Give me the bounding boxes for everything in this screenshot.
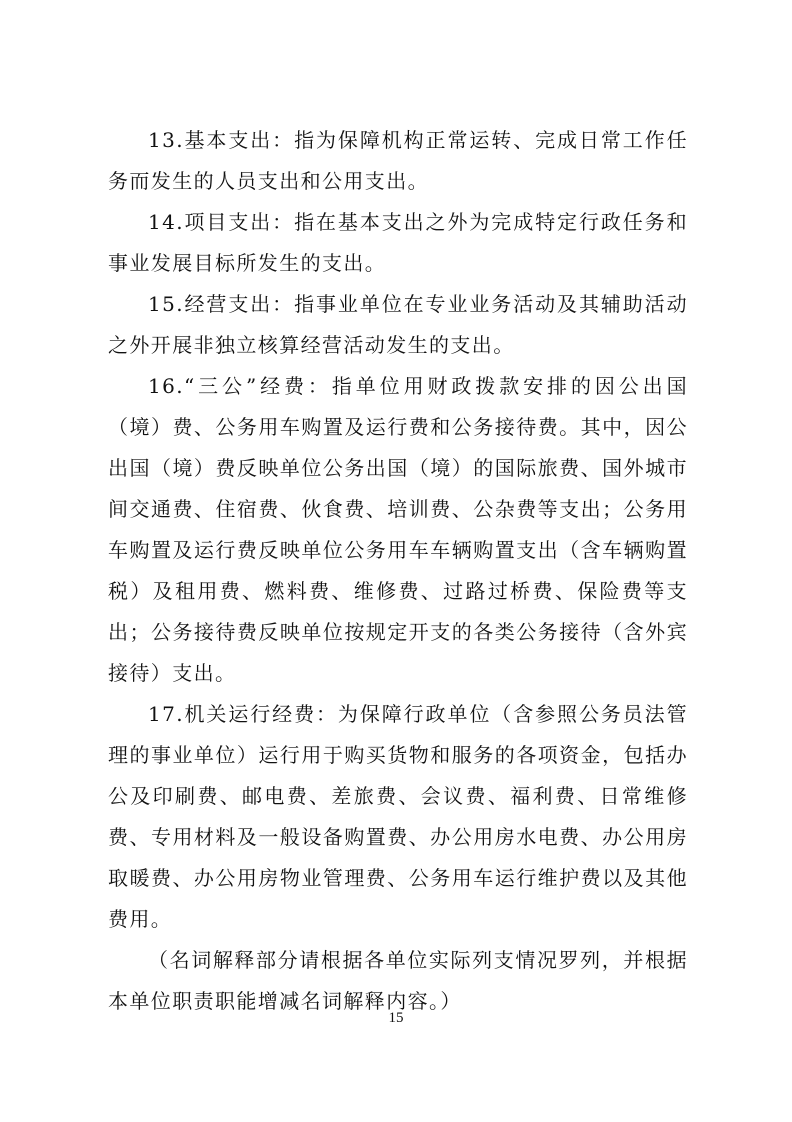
paragraph-note: （名词解释部分请根据各单位实际列支情况罗列，并根据本单位职责职能增减名词解释内容。） — [108, 948, 688, 1013]
page-number: 15 — [388, 1010, 404, 1026]
document-body — [108, 120, 688, 1022]
paragraph-project-expenditure: 14.项目支出：指在基本支出之外为完成特定行政任务和事业发展目标所发生的支出。 — [108, 210, 688, 275]
paragraph-operating-expenditure: 15.经营支出：指事业单位在专业业务活动及其辅助活动之外开展非独立核算经营活动发生的支出。 — [108, 292, 688, 357]
paragraph-three-public-expenses: 16.“三公”经费：指单位用财政拨款安排的因公出国（境）费、公务用车购置及运行费和公务接待费。其中，因公出国（境）费反映单位公务出国（境）的国际旅费、国外城市间交通费、住宿费、伙食费、培训费、公杂费等支出；公务用车购置及运行费反映单位公务用车车辆购置支出（含车辆购置税）及租用费、燃料费、维修费、过路过桥费、保险费等支出；公务接待费反映单位按规定开支的各类公务接待（含外宾接待）支出。 — [108, 374, 688, 685]
paragraph-basic-expenditure: 13.基本支出：指为保障机构正常运转、完成日常工作任务而发生的人员支出和公用支出。 — [108, 128, 688, 193]
paragraph-agency-operating-funds: 17.机关运行经费：为保障行政单位（含参照公务员法管理的事业单位）运行用于购买货物和服务的各项资金，包括办公及印刷费、邮电费、差旅费、会议费、福利费、日常维修费、专用材料及一般设备购置费、办公用房水电费、办公用房取暖费、办公用房物业管理费、公务用车运行维护费以及其他费用。 — [108, 702, 688, 931]
